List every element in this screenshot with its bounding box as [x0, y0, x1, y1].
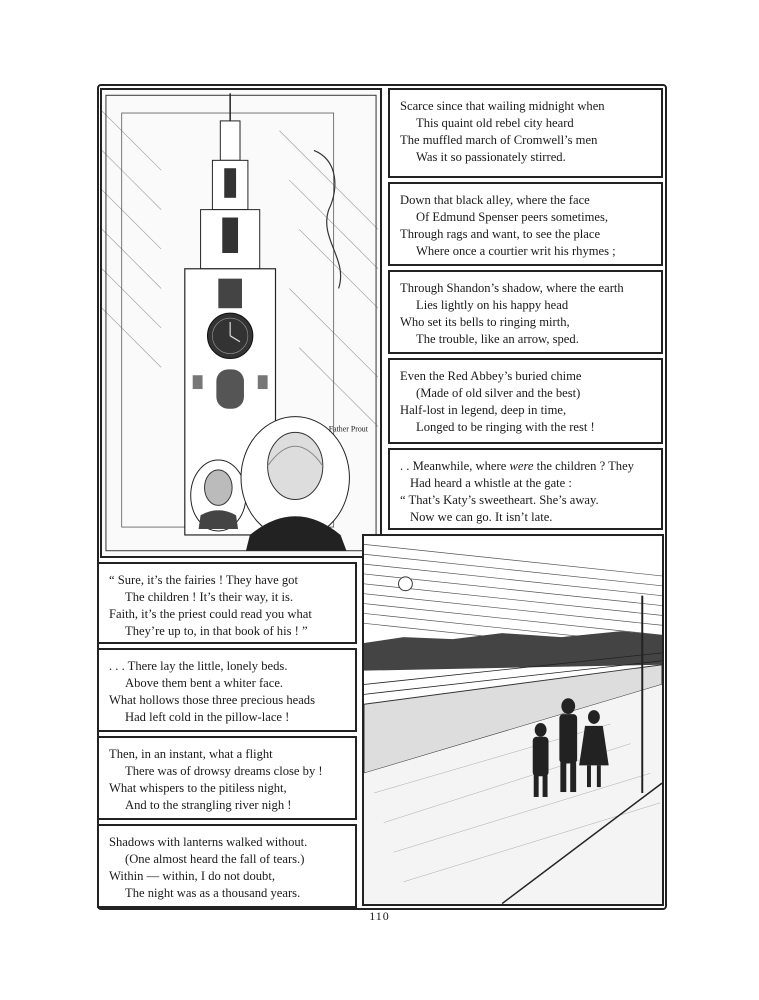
verse-line: Now we can go. It isn’t late. [410, 510, 553, 524]
verse-line: The night was as a thousand years. [125, 886, 301, 900]
verse-line: Then, in an instant, what a flight [109, 747, 273, 761]
verse-line: And to the strangling river nigh ! [125, 798, 292, 812]
verse-line: Shadows with lanterns walked without. [109, 835, 308, 849]
stanza-panel [97, 736, 357, 820]
verse-line: Through rags and want, to see the place [400, 227, 601, 241]
stanza-panel [97, 824, 357, 908]
verse-line: The muffled march of Cromwell’s men [400, 133, 598, 147]
stanza-panel [97, 562, 357, 644]
verse-line: This quaint old rebel city heard [416, 116, 574, 130]
verse-line: Above them bent a whiter face. [125, 676, 284, 690]
stanza-panel [388, 448, 663, 530]
verse-line: Even the Red Abbey’s buried chime [400, 369, 582, 383]
verse-line: “ Sure, it’s the fairies ! They have got [109, 573, 298, 587]
stanza-panel [388, 182, 663, 266]
verse-line-part: . . Meanwhile, where [400, 459, 510, 473]
verse-line-emphasis: were [509, 459, 534, 473]
verse-line: Lies lightly on his happy head [416, 298, 569, 312]
verse-line: There was of drowsy dreams close by ! [125, 764, 323, 778]
verse-line: (One almost heard the fall of tears.) [125, 852, 305, 866]
verse-line: Half-lost in legend, deep in time, [400, 403, 567, 417]
verse-line: The trouble, like an arrow, sped. [416, 332, 579, 346]
verse-line: “ That’s Katy’s sweetheart. She’s away. [400, 493, 599, 507]
night-street-illustration [362, 534, 664, 906]
verse-line: Down that black alley, where the face [400, 193, 590, 207]
verse-line: Who set its bells to ringing mirth, [400, 315, 570, 329]
stanza-panel [388, 270, 663, 354]
verse-line: Through Shandon’s shadow, where the earth [400, 281, 624, 295]
verse-line: Scarce since that wailing midnight when [400, 99, 605, 113]
stanza-panel [97, 648, 357, 732]
verse-line: Faith, it’s the priest could read you what [109, 607, 312, 621]
father-prout-label: Father Prout [328, 424, 368, 434]
verse-line: Longed to be ringing with the rest ! [416, 420, 595, 434]
stanza-panel [388, 358, 663, 444]
verse-line: What whispers to the pitiless night, [109, 781, 287, 795]
verse-line: The children ! It’s their way, it is. [125, 590, 294, 604]
page-number: 110 [369, 909, 390, 923]
verse-line-part: the children ? They [533, 459, 634, 473]
verse-line: Had left cold in the pillow-lace ! [125, 710, 290, 724]
stanza-panel [388, 88, 663, 178]
verse-line: . . . There lay the little, lonely beds. [109, 659, 288, 673]
verse-line: (Made of old silver and the best) [416, 386, 581, 400]
verse-line [400, 458, 651, 475]
verse-line: Had heard a whistle at the gate : [410, 476, 572, 490]
verse-line: Was it so passionately stirred. [416, 150, 566, 164]
verse-line: Where once a courtier writ his rhymes ; [416, 244, 616, 258]
shandon-tower-illustration [100, 88, 382, 558]
verse-line: Within — within, I do not doubt, [109, 869, 276, 883]
verse-line: What hollows those three precious heads [109, 693, 315, 707]
verse-line: Of Edmund Spenser peers sometimes, [416, 210, 609, 224]
verse-line: They’re up to, in that book of his ! ” [125, 624, 308, 638]
